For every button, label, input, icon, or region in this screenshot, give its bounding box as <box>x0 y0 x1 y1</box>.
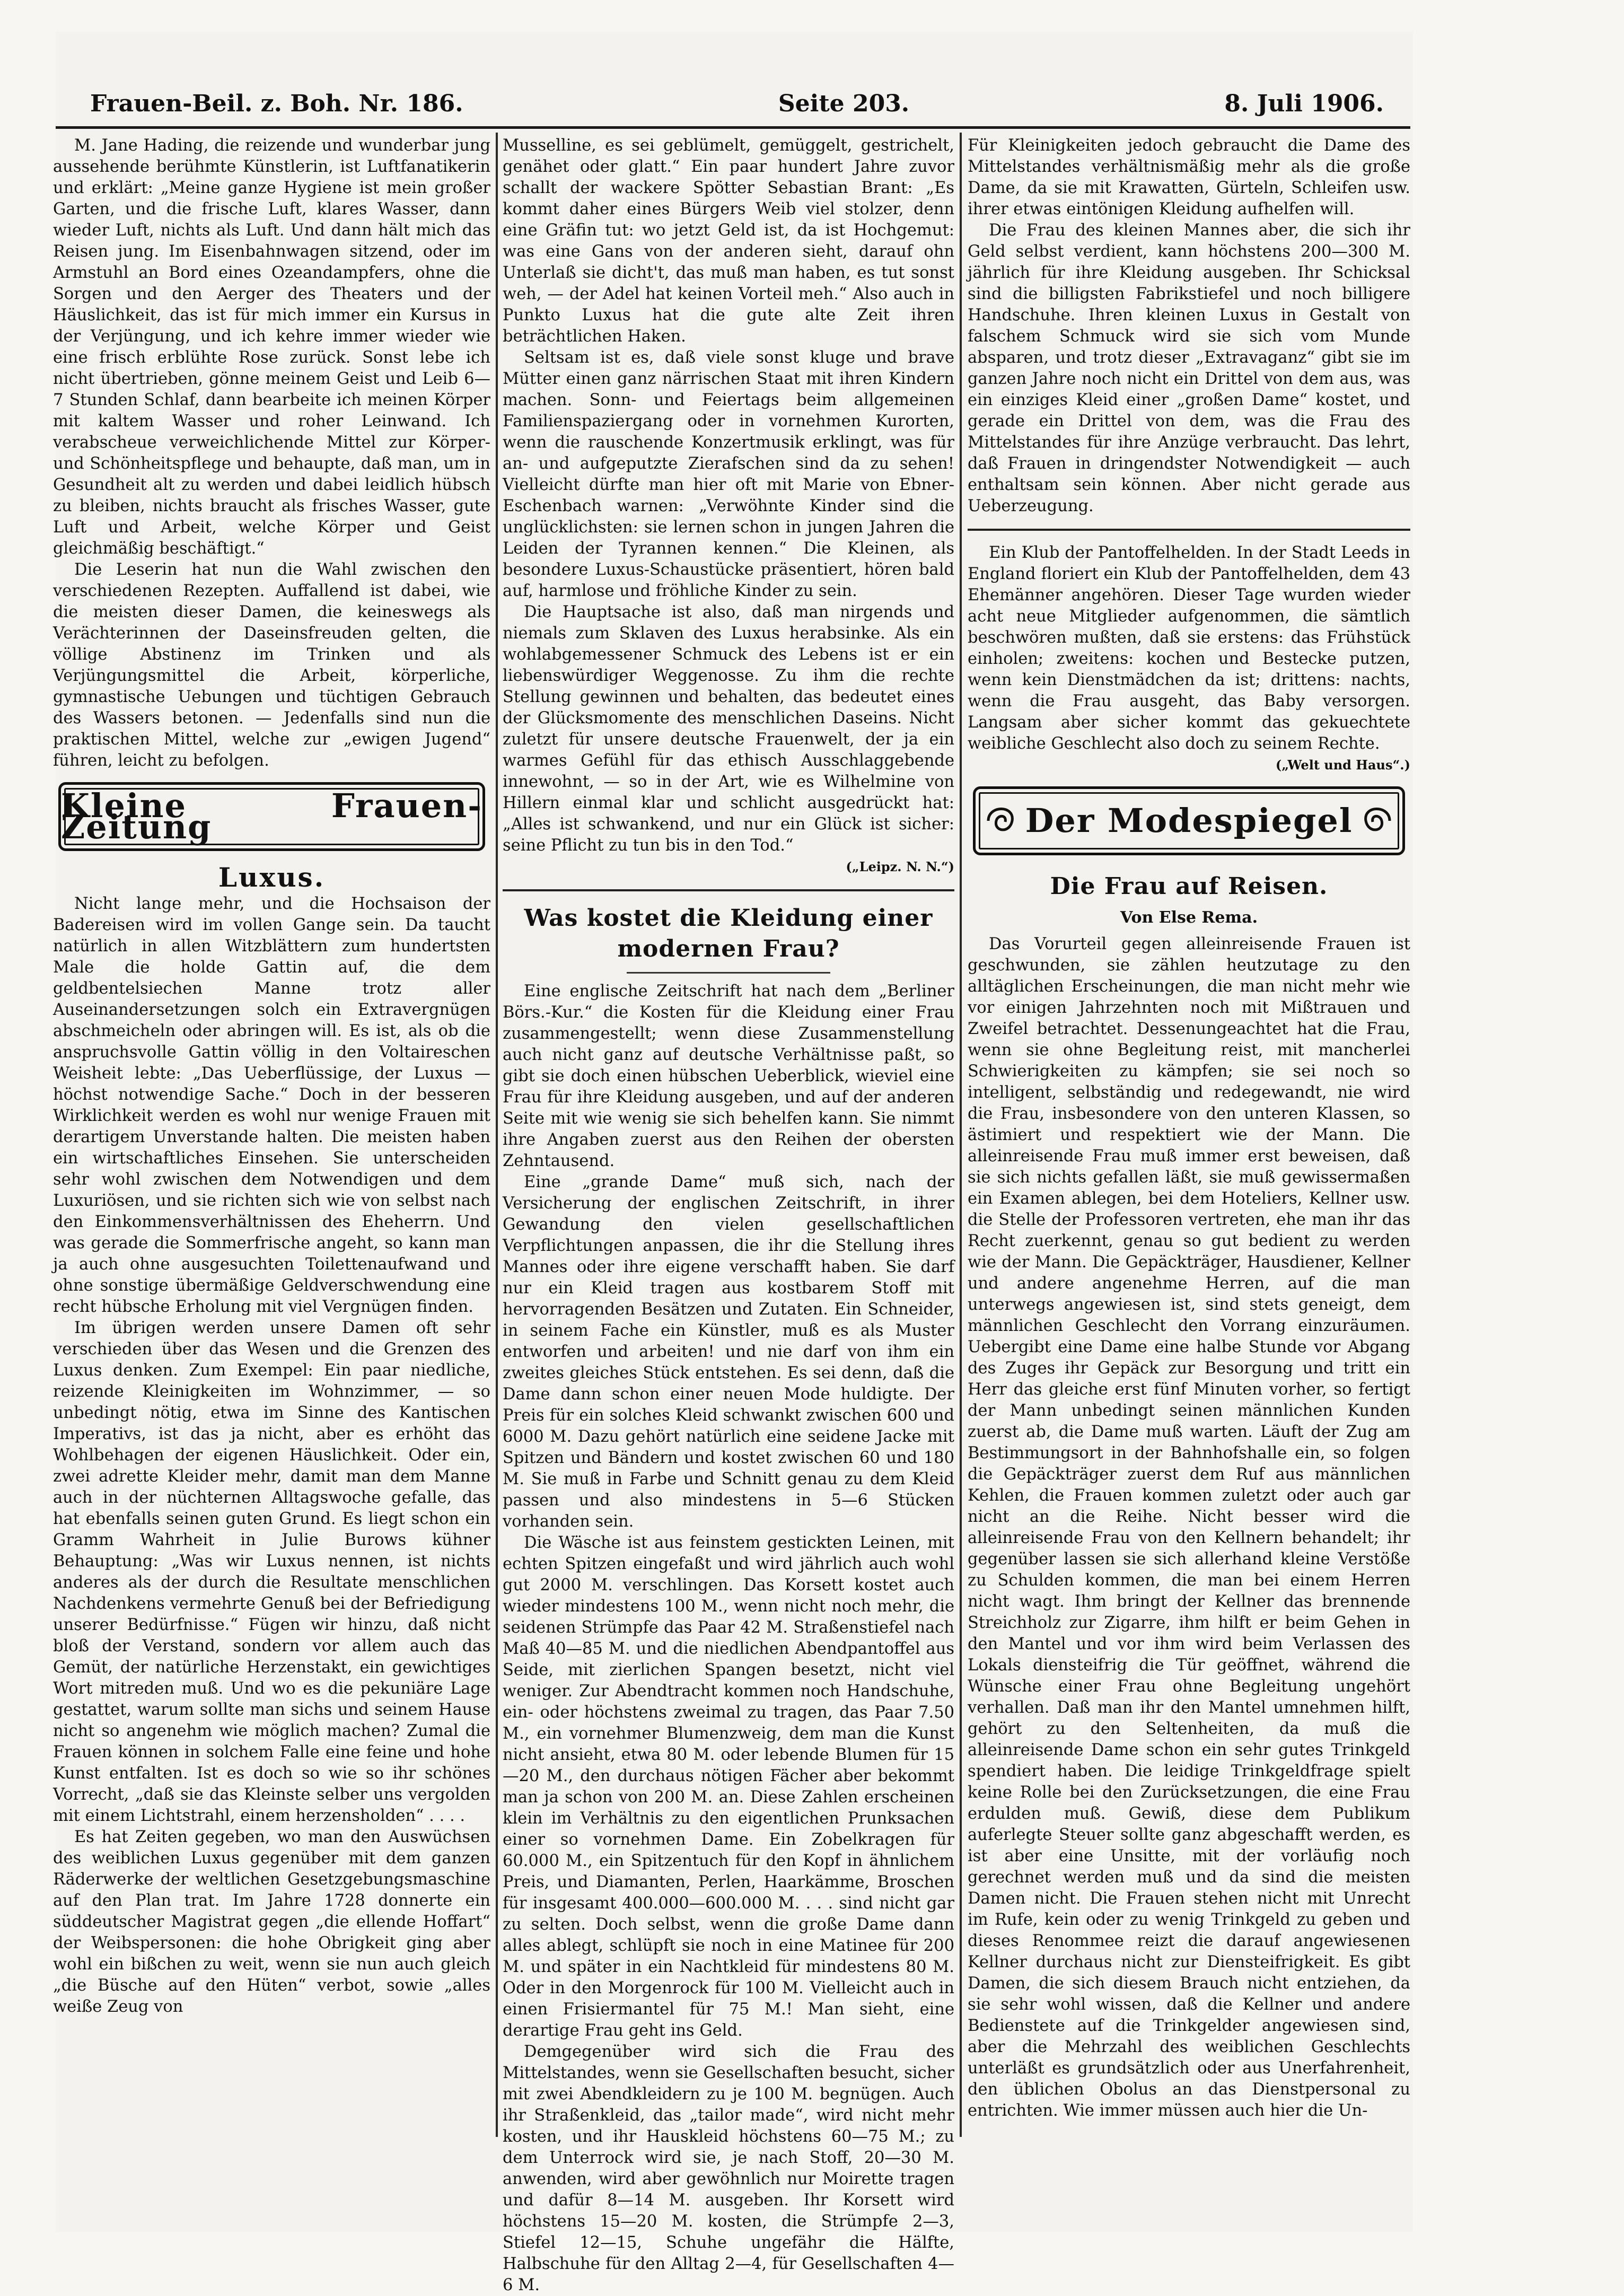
hading-paragraph: M. Jane Hading, die reizende und wunderbar jung aussehende berühmte Künstlerin, ist Luftfanatikerin und erklärt: „Meine ganze Hygiene ist mein großer Garten, und die frische Luft, klares Wasser, dann wieder Luft, nichts als Luft. Und dann hält mich das Reisen jung. Im Eisenbahnwagen sitzend, oder im Armstuhl an Bord eines Ozeandampfers, ohne die Sorgen und den Aerger des Theaters und der Häuslichkeit, das ist für mich immer ein Kursus in der Verjüngung, und ich kehre immer wieder wie eine frisch erblühte Rose zurück. Sonst lebe ich nicht übertrieben, gönne meinem Geist und Leib 6—7 Stunden Schlaf, dann bearbeite ich meinen Körper mit kaltem Wasser und roher Leinwand. Ich verabscheue verweichlichende Mittel zur Körper- und Schönheitspflege und behaupte, daß man, um in Gesundheit alt zu werden und dabei leidlich hübsch zu bleiben, nichts braucht als frisches Wasser, gute Luft und Arbeit, welche Körper und Geist gleichmäßig beschäftigt.“ <box>53 136 490 558</box>
header-page-number: Seite 203. <box>778 90 910 117</box>
modespiegel-box <box>973 786 1405 855</box>
reisen-paragraph: Das Vorurteil gegen alleinreisende Frauen ist geschwunden, sie zählen heutzutage zu den alltäglichen Erscheinungen, die man nicht mehr wie vor einigen Jahrzehnten noch mit Mißtrauen und Zweifel betrachtet. Dessenungeachtet hat die Frau, wenn sie ohne Begleitung reist, mit mancherlei Schwierigkeiten zu kämpfen; sie sei noch so intelligent, selbständig und redegewandt, nie wird die Frau, insbesondere von den unteren Klassen, so ästimiert und respektiert wie der Mann. Die alleinreisende Frau muß immer erst beweisen, daß sie sich nichts gefallen läßt, sie muß gewissermaßen ein Examen ablegen, bei dem Hoteliers, Kellner usw. die Stelle der Professoren vertreten, ehe man ihr das Recht zuerkennt, genau so gut bedient zu werden wie der Mann. Die Gepäckträger, Hausdiener, Kellner und andere angenehme Herren, auf die man unterwegs angewiesen ist, sind stets geneigt, dem männlichen Geschlecht den Vorrang einzuräumen. Uebergibt eine Dame eine halbe Stunde vor Abgang des Zuges ihr Gepäck zur Besorgung und tritt ein Herr das gleiche erst fünf Minuten vorher, so fertigt der Mann unbedingt seinen männlichen Kunden zuerst ab, die Dame muß warten. Läuft der Zug am Bestimmungsort in der Bahnhofshalle ein, so folgen die Gepäckträger zuerst dem Ruf aus männlichen Kehlen, die Frauen kommen zuletzt oder auch gar nicht an die Reihe. Nicht besser wird die alleinreisende Frau von den Kellnern behandelt; ihr gegenüber lassen sie sich allerhand kleine Verstöße zu Schulden kommen, die man bei einem Herren nicht wagt. Ihm bringt der Kellner das brennende Streichholz zur Zigarre, ihm hilft er beim Gehen in den Mantel und vor ihm wird beim Verlassen des Lokals diensteifrig die Tür geöffnet, während die Wünsche einer Frau ohne Begleitung ungehört verhallen. Daß man ihr den Mantel umnehmen hilft, gehört zu den Seltenheiten, da muß die alleinreisende Dame schon ein sehr gutes Trinkgeld spendiert haben. Die leidige Trinkgeldfrage spielt keine Rolle bei den Zurücksetzungen, die eine Frau erdulden muß. Gewiß, diese dem Publikum auferlegte Steuer sollte ganz abgeschafft werden, es ist aber eine Unsitte, mit der vorläufig noch gerechnet werden muß und da sind die meisten Damen nicht. Die Frauen stehen nicht mit Unrecht im Rufe, kein oder zu wenig Trinkgeld zu geben und dieses Renommee reizt die darauf angewiesenen Kellner durchaus nicht zur Diensteifrigkeit. Es gibt Damen, die sich diesem Brauch nicht entziehen, da sie sehr wohl wissen, daß die Kellner und andere Bedienstete auf die Trinkgelder angewiesen sind, aber die Mehrzahl des weiblichen Geschlechts unterläßt es grundsätzlich oder aus Unerfahrenheit, den üblichen Obolus an das Dienstpersonal zu entrichten. Wie immer müssen auch hier die Un- <box>968 935 1410 2120</box>
frau-auf-reisen-title: Die Frau auf Reisen. <box>1050 873 1328 900</box>
kleidung-paragraph-1: Eine englische Zeitschrift hat nach dem „Berliner Börs.-Kur.“ die Kosten für die Kleidung einer Frau zusammengestellt; wenn diese Zusammenstellung auch nicht ganz auf deutsche Verhältnisse paßt, so gibt sie doch einen hübschen Ueberblick, wieviel eine Frau für ihre Kleidung ausgeben, und auf der anderen Seite mit wie wenig sie sich behelfen kann. Sie nimmt ihre Angaben zuerst aus den Reihen der obersten Zehntausend. <box>503 982 954 1170</box>
byline: Von Else Rema. <box>1120 908 1258 927</box>
luxus-paragraph-1: Nicht lange mehr, und die Hochsaison der Badereisen wird im vollen Gange sein. Da taucht natürlich in allen Witzblättern zum hundertsten Male die holde Gattin auf, die dem geldbentelsiechen Manne trotz aller Auseinandersetzungen solch ein Extravergnügen abschmeicheln oder abringen will. Es ist, als ob die anspruchsvolle Gattin völlig in den Voltaireschen Weisheit lebte: „Das Ueberflüssige, der Luxus — höchst notwendige Sache.“ Doch in der besseren Wirklichkeit werden es wohl nur wenige Frauen mit derartigem Unverstande halten. Die meisten haben ein wirtschaftliches Einsehen. Sie unterscheiden sehr wohl zwischen dem Notwendigen und dem Luxuriösen, und sie richten sich wie von selbst nach den Einkommensverhältnissen des Eheherrn. Und was gerade die Sommerfrische angeht, so kann man ja auch ohne ausgesuchten Toilettenaufwand und ohne sonstige übermäßige Geldverschwendung eine recht hübsche Erholung mit viel Vergnügen finden. <box>53 895 490 1316</box>
kleidung-title: Was kostet die Kleidung einer modernen Frau? <box>524 905 933 962</box>
header-date: 8. Juli 1906. <box>1224 90 1384 117</box>
pantoffelhelden-paragraph: Ein Klub der Pantoffelhelden. In der Stadt Leeds in England floriert ein Klub der Pantoffelhelden, dem 43 Ehemänner angehören. Dieser Tage wurden wieder acht neue Mitglieder aufgenommen, die sämtlich beschwören mußten, daß sie erstens: das Frühstück einholen; zweitens: kochen und Bestecke putzen, wenn kein Dienstmädchen da ist; drittens: nachts, wenn die Frau ausgeht, das Baby versorgen. Langsam aber sicher kommt das gekuechtete weibliche Geschlecht also doch zu seinem Rechte. <box>968 544 1410 753</box>
modespiegel-title: Der Modespiegel <box>1025 801 1353 840</box>
luxus-continued-paragraph: Musselline, es sei geblümelt, gemüggelt, gestrichelt, genähet oder glatt.“ Ein paar hundert Jahre zuvor schallt der wackere Spötter Sebastian Brant: „Es kommt daher eines Bürgers Weib viel stolzer, denn eine Gräfin tut: wo jetzt Geld ist, da ist Hochgemut: was eine Gans von der anderen sieht, darauf ohn Unterlaß sie dicht't, das muß man haben, es tut sonst weh, — der Adel hat keinen Vorteil meh.“ Also auch in Punkto Luxus hat die gute alte Zeit ihren beträchtlichen Haken. <box>503 136 954 346</box>
kleidung-paragraph-4: Demgegenüber wird sich die Frau des Mittelstandes, wenn sie Gesellschaften besucht, sicher mit zwei Abendkleidern zu je 100 M. begnügen. Auch ihr Straßenkleid, das „tailor made“, wird nicht mehr kosten, und ihr Hauskleid höchstens 60—75 M.; zu dem Unterrock wird sie, je nach Stoff, 20—30 M. anwenden, wird aber gewöhnlich nur Moirette tragen und dafür 8—14 M. ausgeben. Ihr Korsett wird höchstens 15—20 M. kosten, die Strümpfe 2—3, Stiefel 12—15, Schuhe ungefähr die Hälfte, Halbschuhe für den Alltag 2—4, für Gesellschaften 4—6 M. <box>503 2043 954 2294</box>
source-leipz: („Leipz. N. N.“) <box>846 859 954 874</box>
recipes-paragraph: Die Leserin hat nun die Wahl zwischen den verschiedenen Rezepten. Auffallend ist dabei, wie die meisten dieser Damen, die keineswegs als Verächterinnen der Daseinsfreuden gelten, die völlige Abstinenz im Trinken und als Verjüngungsmittel die Arbeit, körperliche, gymnastische Uebungen und tüchtigen Gebrauch des Wassers betonen. — Jedenfalls sind nun die praktischen Mittel, welche zur „ewigen Jugend“ führen, leicht zu befolgen. <box>53 560 490 770</box>
kleinigkeiten-paragraph: Für Kleinigkeiten jedoch gebraucht die Dame des Mittelstandes verhältnismäßig mehr als die große Dame, da sie mit Krawatten, Gürteln, Schleifen usw. ihrer etwas eintönigen Kleidung aufhelfen will. <box>968 136 1410 218</box>
header-publication: Frauen-Beil. z. Boh. Nr. 186. <box>90 90 463 117</box>
children-paragraph: Seltsam ist es, daß viele sonst kluge und brave Mütter einen ganz närrischen Staat mit ihren Kindern machen. Sonn- und Feiertags beim allgemeinen Familienspaziergang oder in vornehmen Kurorten, wenn die rauschende Konzertmusik erklingt, was für an- und aufgeputzte Zierafschen sind da zu sehen! Vielleicht dürfte man hier oft mit Marie von Ebner-Eschenbach warnen: „Verwöhnte Kinder sind die unglücklichsten: sie lernen schon in jungen Jahren die Leiden der Tyrannen kennen.“ Die Kleinen, als besondere Luxus-Schaustücke präsentiert, hören bald auf, harmlose und fröhliche Kinder zu sein. <box>503 348 954 600</box>
kleidung-paragraph-2: Eine „grande Dame“ muß sich, nach der Versicherung der englischen Zeitschrift, in ihrer Gewandung den vielen gesellschaftlichen Verpflichtungen anpassen, die ihr die Stellung ihres Mannes oder ihre eigene verschafft haben. Sie darf nur ein Kleid tragen aus kostbarem Stoff mit hervorragenden Besätzen und Zutaten. Ein Schneider, in seinem Fache ein Künstler, muß es als Muster entworfen und arbeiten! und nie darf von ihm ein zweites gleiches Stück entstehen. Es sei denn, daß die Dame dann schon einer neuen Mode huldigte. Der Preis für ein solches Kleid schwankt zwischen 600 und 6000 M. Dazu gehört natürlich eine seidene Jacke mit Spitzen und Bändern und kostet zwischen 60 und 180 M. Sie muß in Farbe und Schnitt genau zu dem Kleid passen und also mindestens in 5—6 Stücken vorhanden sein. <box>503 1173 954 1531</box>
column-1 <box>53 135 490 2140</box>
kleine-frauen-zeitung-title: Kleine Frauen-Zeitung <box>61 786 482 846</box>
luxus-paragraph-2: Im übrigen werden unsere Damen oft sehr verschieden über das Wesen und die Grenzen des Luxus denken. Zum Exempel: Ein paar niedliche, reizende Kleinigkeiten im Wohnzimmer, — so unbedingt nötig, etwa im Sinne des Kantischen Imperativs, ist das ja nicht, aber es erhöht das Wohlbehagen der eigenen Häuslichkeit. Oder ein, zwei adrette Kleider mehr, damit man dem Manne auch in der nüchternen Alltagswoche gefalle, das hat ebenfalls seinen guten Grund. Es liegt schon ein Gramm Wahrheit in Julie Burows kühner Behauptung: „Was wir Luxus nennen, ist nichts anderes als der durch die Resultate menschlichen Nachdenkens vermehrte Genuß bei der Befriedigung unserer Bedürfnisse.“ Fügen wir hinzu, daß nicht bloß der Verstand, sondern vor allem auch das Gemüt, der natürliche Herzenstakt, ein gewichtiges Wort mitreden muß. Und wo es die pekuniäre Lage gestattet, warum sollte man sichs und seinem Hause nicht so angenehm wie möglich machen? Zumal die Frauen können in solchem Falle eine feine und hohe Kunst entfalten. Ist es doch so wie so ihr schönes Vorrecht, „daß sie das Kleinste selber uns vergolden mit einem Lichtstrahl, einem herzensholden“ . . . . <box>53 1319 490 1825</box>
article-separator-2 <box>968 529 1410 531</box>
kleiner-mann-paragraph: Die Frau des kleinen Mannes aber, die sich ihr Geld selbst verdient, kann höchstens 200—300 M. jährlich für ihre Kleidung ausgeben. Ihr Schicksal sind die billigsten Fabrikstiefel und noch billigere Handschuhe. Ihren kleinen Luxus in Gestalt von falschem Schmuck wird sie sich vom Munde absparen, und trotz dieser „Extravaganz“ gibt sie im ganzen Jahre noch nicht ein Drittel von dem aus, was ein einziges Kleid einer „großen Dame“ kostet, und gerade ein Drittel von dem, was die Frau des Mittelstandes für ihre Anzüge verbraucht. Das lehrt, daß Frauen in dringendster Notwendigkeit — auch enthaltsam sein können. Aber nicht gerade aus Ueberzeugung. <box>968 221 1410 515</box>
article-separator <box>503 889 954 891</box>
column-3 <box>968 135 1410 2140</box>
column-divider-1 <box>496 133 498 2137</box>
source-welt-und-haus: („Welt und Haus“.) <box>1275 757 1410 773</box>
title-rule <box>627 972 830 974</box>
header-rule <box>56 126 1410 129</box>
ornament-right-icon <box>1358 800 1395 842</box>
kleine-frauen-zeitung-box <box>58 782 485 851</box>
kleidung-paragraph-3: Die Wäsche ist aus feinstem gestickten Leinen, mit echten Spitzen eingefaßt und wird jährlich auch wohl gut 2000 M. verschlingen. Das Korsett kostet auch wieder mindestens 100 M., wenn nicht noch mehr, die seidenen Strümpfe das Paar 42 M. Straßenstiefel nach Maß 40—85 M. und die niedlichen Abendpantoffel aus Seide, mit zierlichen Spangen besetzt, nicht viel weniger. Zur Abendtracht kommen noch Handschuhe, ein- oder höchstens zweimal zu tragen, das Paar 7.50 M., ein vornehmer Blumenzweig, dem man die Kunst nicht ansieht, etwa 80 M. oder lebende Blumen für 15—20 M., den durchaus nötigen Fächer aber bekommt man ja schon von 200 M. an. Diese Zahlen erscheinen klein im Verhältnis zu den eigentlichen Prunksachen einer so vornehmen Dame. Ein Zobelkragen für 60.000 M., ein Spitzentuch für den Kopf in ähnlichem Preis, und Diamanten, Perlen, Haarkämme, Broschen für insgesamt 400.000—600.000 M. . . . sind nicht gar zu selten. Doch selbst, wenn die große Dame dann alles ablegt, schlüpft sie noch in eine Matinee für 200 M. und später in ein Nachtkleid für mindestens 80 M. Oder in den Morgenrock für 100 M. Vielleicht auch in einen Frisiermantel für 75 M.! Man sieht, eine derartige Frau geht ins Geld. <box>503 1533 954 2040</box>
luxus-paragraph-3: Es hat Zeiten gegeben, wo man den Auswüchsen des weiblichen Luxus gegenüber mit dem ganzen Räderwerke der weltlichen Gesetzgebungsmaschine auf den Plan trat. Im Jahre 1728 donnerte ein süddeutscher Magistrat gegen „die ellende Hoffart“ der Weibspersonen: die hohe Obrigkeit ging aber wohl ein bißchen zu weit, wenn sie nun auch gleich „die Büsche auf den Hüten“ verbot, sowie „alles weiße Zeug von <box>53 1828 490 2016</box>
column-2 <box>503 135 954 2294</box>
column-divider-2 <box>960 133 962 2137</box>
luxus-conclusion-paragraph: Die Hauptsache ist also, daß man nirgends und niemals zum Sklaven des Luxus herabsinke. Als ein wohlabgemessener Schmuck des Lebens ist er ein liebenswürdiger Weggenosse. Zu ihm die rechte Stellung gewinnen und behalten, das bedeutet eines der Glücksmomente des menschlichen Daseins. Nicht zuletzt für unsere deutsche Frauenwelt, der ja ein warmes Gefühl für das ethisch Ausschlaggebende innewohnt, — so in der Art, wie es Wilhelmine von Hillern einmal klar und schlicht ausgedrückt hat: „Alles ist schwankend, und nur ein Glück ist sicher: seine Pflicht zu tun bis in den Tod.“ <box>503 603 954 855</box>
ornament-left-icon <box>983 800 1020 842</box>
page-header <box>90 85 1384 122</box>
luxus-title: Luxus. <box>218 862 326 893</box>
